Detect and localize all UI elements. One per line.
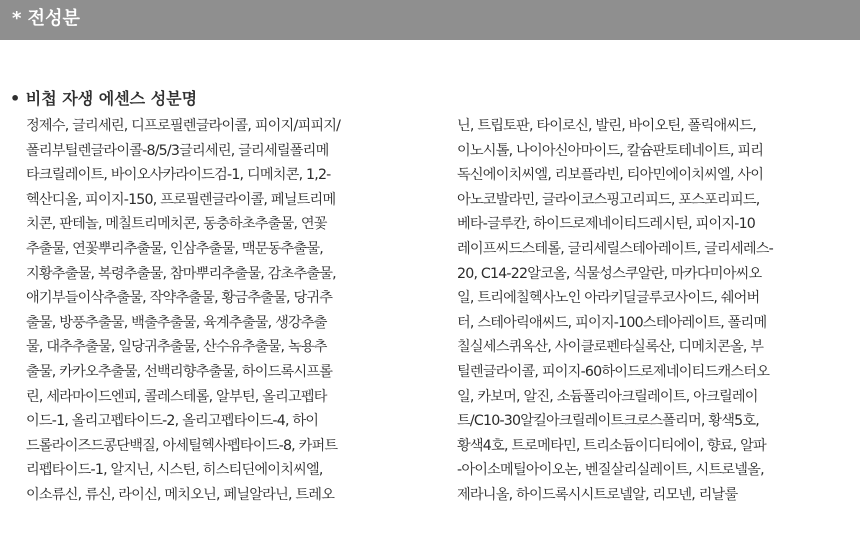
ingredient-line: 이소류신, 류신, 라이신, 메치오닌, 페닐알라닌, 트레오 [26,486,335,503]
ingredient-line: 이드-1, 올리고펩타이드-2, 올리고펩타이드-4, 하이 [26,413,319,430]
ingredient-line: 출물, 방풍추출물, 백출추출물, 육계추출물, 생강추출 [26,314,327,331]
ingredient-line: 트/C10-30알킬아크릴레이트크로스폴리머, 황색5호, [457,413,759,430]
ingredient-line: 닌, 트립토판, 타이로신, 발린, 바이오틴, 폴릭애씨드, [457,118,756,134]
ingredient-line: 독신에이치씨엘, 리보플라빈, 티아민에이치씨엘, 사이 [457,167,764,184]
ingredient-line: 물, 대추추출물, 일당귀추출물, 산수유추출물, 녹용추 [26,339,327,356]
ingredient-line: 헥산디올, 피이지-150, 프로필렌글라이콜, 페닐트리메 [26,191,336,208]
ingredient-line: 리펩타이드-1, 알지닌, 시스틴, 히스티딘에이치씨엘, [26,462,323,479]
ingredient-line: 20, C14-22알코올, 식물성스쿠알란, 마카다미아씨오 [457,265,762,282]
ingredient-line: 일, 카보머, 알진, 소듐폴리아크릴레이트, 아크릴레이 [457,388,758,405]
ingredient-line: 제라니올, 하이드록시시트로넬알, 리모넨, 리날룰 [457,486,738,503]
ingredient-line: 터, 스테아릭애씨드, 피이지-100스테아레이트, 폴리메 [457,314,767,331]
ingredient-line: 애기부들이삭추출물, 작약추출물, 황금추출물, 당귀추 [26,290,333,307]
ingredient-line: 폴리부틸렌글라이콜-8/5/3글리세린, 글리세릴폴리메 [26,142,329,159]
header-title: * 전성분 [12,8,80,29]
ingredient-line: 출물, 카카오추출물, 선백리향추출물, 하이드록시프롤 [26,363,333,380]
header-bar [0,0,860,40]
ingredient-line: 린, 세라마이드엔피, 콜레스테롤, 알부틴, 올리고펩타 [26,388,327,405]
ingredient-line: 일, 트리에칠헥사노인 아라키딜글루코사이드, 쉐어버 [457,290,760,307]
ingredients-column-left [26,114,410,508]
ingredients-column-right [457,114,857,508]
ingredient-line: 치콘, 판테놀, 메칠트리메치콘, 동충하초추출물, 연꽃 [26,216,327,233]
ingredient-line: -아이소메틸아이오논, 벤질살리실레이트, 시트로넬올, [457,462,764,479]
ingredient-line: 드롤라이즈드콩단백질, 아세틸헥사펩타이드-8, 카퍼트 [26,437,338,454]
product-heading: • 비첩 자생 에센스 성분명 [10,89,198,108]
ingredient-line: 칠실세스퀴옥산, 사이클로펜타실록산, 디메치콘올, 부 [457,339,764,356]
ingredient-line: 지황추출물, 복령추출물, 참마뿌리추출물, 감초추출물, [26,265,336,282]
ingredient-line: 틸렌글라이콜, 피이지-60하이드로제네이티드캐스터오 [457,363,770,380]
ingredient-line: 베타-글루칸, 하이드로제네이티드레시틴, 피이지-10 [457,216,756,233]
ingredient-line: 이노시톨, 나이아신아마이드, 칼슘판토테네이트, 피리 [457,142,764,159]
ingredient-line: 정제수, 글리세린, 디프로필렌글라이콜, 피이지/피피지/ [26,118,341,134]
ingredient-line: 타크릴레이트, 바이오사카라이드검-1, 디메치콘, 1,2- [26,167,331,184]
ingredient-line: 아노코발라민, 글라이코스핑고리피드, 포스포리피드, [457,191,760,208]
ingredient-line: 추출물, 연꽃뿌리추출물, 인삼추출물, 맥문동추출물, [26,240,323,257]
ingredient-line: 레이프씨드스테롤, 글리세릴스테아레이트, 글리세레스- [457,240,773,257]
ingredient-line: 황색4호, 트로메타민, 트리소듐이디티에이, 향료, 알파 [457,437,766,454]
